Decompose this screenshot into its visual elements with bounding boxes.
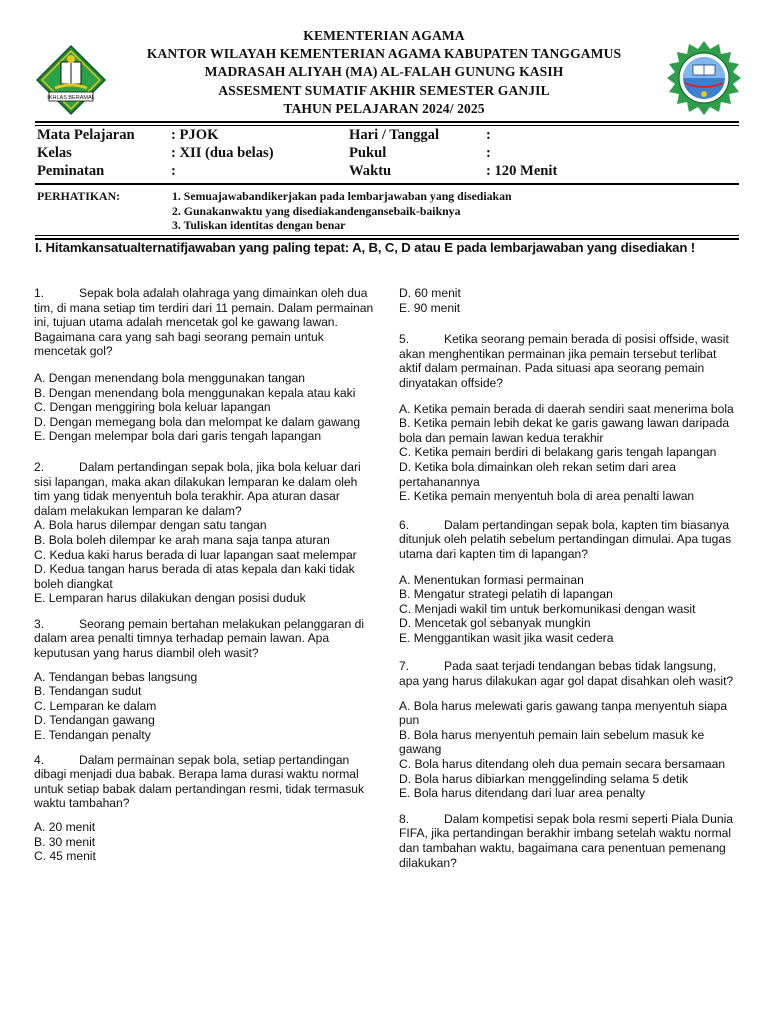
question-item — [399, 659, 737, 800]
header-line-office: KANTOR WILAYAH KEMENTERIAN AGAMA KABUPATEN TANGGAMUS — [146, 46, 622, 62]
info-label: Hari / Tanggal — [349, 127, 440, 143]
answer-option: E. Dengan melempar bola dari garis tengah lapangan — [34, 429, 322, 444]
question-text: Seorang pemain bertahan melakukan pelanggaran di dalam area penalti timnya terhadap pemain lawan. Apa keputusan yang harus diambil oleh wasit? — [34, 616, 365, 661]
answer-option: E. Menggantikan wasit jika wasit cedera — [399, 630, 614, 645]
answer-option: B. Mengatur strategi pelatih di lapangan — [399, 587, 613, 602]
answer-option: C. Dengan menggiring bola keluar lapangan — [34, 400, 271, 415]
answer-option: A. Ketika pemain berada di daerah sendiri saat menerima bola — [399, 401, 734, 416]
answer-option: B. Bola harus menyentuh pemain lain sebelum masuk ke gawang — [399, 727, 705, 757]
info-label: Mata Pelajaran — [37, 127, 135, 143]
question-number: 7. — [399, 659, 410, 674]
answer-option: E. Bola harus ditendang dari luar area penalty — [399, 786, 646, 801]
header-line-year: TAHUN PELAJARAN 2024/ 2025 — [283, 100, 485, 116]
document-header — [0, 27, 768, 118]
info-row — [35, 144, 739, 162]
info-value: : 120 Menit — [486, 163, 558, 179]
divider — [35, 183, 739, 185]
question-column-left — [34, 286, 376, 874]
question-item — [34, 460, 376, 606]
question-item — [399, 518, 737, 646]
info-label: Kelas — [37, 145, 72, 161]
question-text: Pada saat terjadi tendangan bebas tidak langsung, apa yang harus dilakukan agar gol dapat disahkan oleh wasit? — [399, 659, 734, 689]
question-number: 6. — [399, 517, 410, 532]
header-line-assessment: ASSESMENT SUMATIF AKHIR SEMESTER GANJIL — [218, 82, 550, 98]
question-item — [34, 617, 376, 743]
answer-option: D. Ketika bola dimainkan oleh rekan setim dari area pertahanannya — [399, 459, 676, 489]
divider — [35, 235, 739, 236]
answer-option: D. Tendangan gawang — [34, 713, 155, 728]
question-column-right — [399, 286, 737, 879]
question-number: 8. — [399, 811, 410, 826]
header-line-school: MADRASAH ALIYAH (MA) AL-FALAH GUNUNG KASIH — [204, 64, 564, 80]
question-item — [399, 812, 737, 870]
answer-option: C. Ketika pemain berdiri di belakang garis tengah lapangan — [399, 445, 717, 460]
question-number: 5. — [399, 332, 410, 347]
answer-option: D. Mencetak gol sebanyak mungkin — [399, 616, 591, 631]
question-number: 1. — [34, 286, 45, 300]
answer-option: A. Menentukan formasi permainan — [399, 572, 584, 587]
answer-option: A. Tendangan bebas langsung — [34, 669, 198, 684]
question-text: Ketika seorang pemain berada di posisi offside, wasit akan menghentikan permainan jika pemain tersebut terlibat aktif dalam permainan. Pada situasi apa seorang pemain dinyatakan offside? — [399, 332, 729, 390]
answer-option: E. Tendangan penalty — [34, 728, 151, 743]
answer-option: B. Dengan menendang bola menggunakan kepala atau kaki — [34, 385, 356, 400]
question-text: Dalam pertandingan sepak bola, kapten tim biasanya ditunjuk oleh pelatih sebelum pertandingan dimulai. Apa tugas utama dari kapten tim di lapangan? — [399, 517, 732, 561]
notice-item: 2. Gunakanwaktu yang disediakandengansebaik-baiknya — [172, 203, 461, 218]
section-instruction: I. Hitamkansatualternatifjawaban yang paling tepat: A, B, C, D atau E pada lembarjawaban yang disediakan ! — [35, 240, 696, 255]
header-line-ministry: KEMENTERIAN AGAMA — [303, 28, 465, 43]
answer-option: A. Dengan menendang bola menggunakan tangan — [34, 370, 305, 385]
answer-option: B. Ketika pemain lebih dekat ke garis gawang lawan daripada bola dan pemain lawan kedua terakhir — [399, 416, 730, 445]
answer-option: D. Bola harus dibiarkan menggelinding selama 5 detik — [399, 771, 689, 786]
question-number: 3. — [34, 616, 45, 631]
answer-option: E. Ketika pemain menyentuh bola di area penalti lawan — [399, 489, 695, 504]
answer-option: C. Kedua kaki harus berada di luar lapangan saat melempar — [34, 547, 357, 562]
answer-option: B. Bola boleh dilempar ke arah mana saja tanpa aturan — [34, 532, 330, 547]
answer-option: D. 60 menit — [399, 286, 461, 300]
answer-option: E. Lemparan harus dilakukan dengan posisi duduk — [34, 591, 306, 606]
info-value: : — [171, 163, 176, 179]
question-text: Sepak bola adalah olahraga yang dimainkan oleh dua tim, di mana setiap tim terdiri dari 11 pemain. Dalam permainan ini, tujuan utama adalah mencetak gol ke gawang lawan. Bagaimana cara yang sah bagi seorang pemain untuk mencetak gol? — [34, 286, 374, 359]
question-text: Dalam kompetisi sepak bola resmi seperti Piala Dunia FIFA, jika pertandingan berakhir imbang setelah waktu normal dan tambahan waktu, bagaimana cara penentuan pemenang dilakukan? — [399, 811, 734, 870]
question-text: Dalam pertandingan sepak bola, jika bola keluar dari sisi lapangan, maka akan dilakukan lemparan ke dalam oleh tim yang tidak menyentuh bola terakhir. Apa aturan dasar dalam melakukan lemparan ke dalam? — [34, 459, 361, 518]
question-text: Dalam permainan sepak bola, setiap pertandingan dibagi menjadi dua babak. Berapa lama durasi waktu normal untuk setiap babak dalam pertandingan resmi, tidak termasuk waktu tambahan? — [34, 752, 365, 811]
info-label: Pukul — [349, 145, 387, 161]
answer-option: C. Lemparan ke dalam — [34, 698, 157, 713]
info-value: : — [486, 145, 491, 161]
exam-info-table — [35, 126, 739, 180]
info-value: : — [486, 127, 491, 143]
answer-option: B. Tendangan sudut — [34, 684, 142, 699]
info-value: : PJOK — [171, 127, 219, 143]
info-label: Waktu — [349, 163, 392, 179]
question-item — [34, 753, 376, 864]
notice-label: PERHATIKAN: — [37, 189, 121, 203]
question-item — [34, 286, 376, 444]
answer-option: A. Bola harus dilempar dengan satu tangan — [34, 518, 267, 533]
divider — [35, 121, 739, 123]
answer-option: D. Dengan memegang bola dan melompat ke dalam gawang — [34, 414, 361, 429]
info-row — [35, 162, 739, 180]
question-number: 2. — [34, 459, 45, 474]
notice-item: 1. Semuajawabandikerjakan pada lembarjawaban yang disediakan — [172, 189, 512, 203]
answer-option: A. Bola harus melewati garis gawang tanpa menyentuh siapa pun — [399, 698, 728, 728]
notice-item: 3. Tuliskan identitas dengan benar — [172, 218, 346, 233]
info-row — [35, 126, 739, 144]
answer-option: D. Kedua tangan harus berada di atas kepala dan kaki tidak boleh diangkat — [34, 562, 355, 591]
answer-option: E. 90 menit — [399, 300, 461, 315]
info-label: Peminatan — [37, 163, 105, 179]
notice-list — [172, 189, 512, 233]
info-value: : XII (dua belas) — [171, 145, 274, 161]
answer-option: A. 20 menit — [34, 820, 96, 834]
answer-option: C. 45 menit — [34, 849, 96, 864]
answer-option: C. Menjadi wakil tim untuk berkomunikasi dengan wasit — [399, 601, 696, 616]
answer-option: C. Bola harus ditendang oleh dua pemain secara bersamaan — [399, 757, 726, 772]
question-number: 4. — [34, 752, 45, 767]
question-item — [399, 332, 737, 504]
svg-text:IKHLAS BERAMAL: IKHLAS BERAMAL — [47, 95, 95, 101]
answer-option: B. 30 menit — [34, 834, 96, 849]
